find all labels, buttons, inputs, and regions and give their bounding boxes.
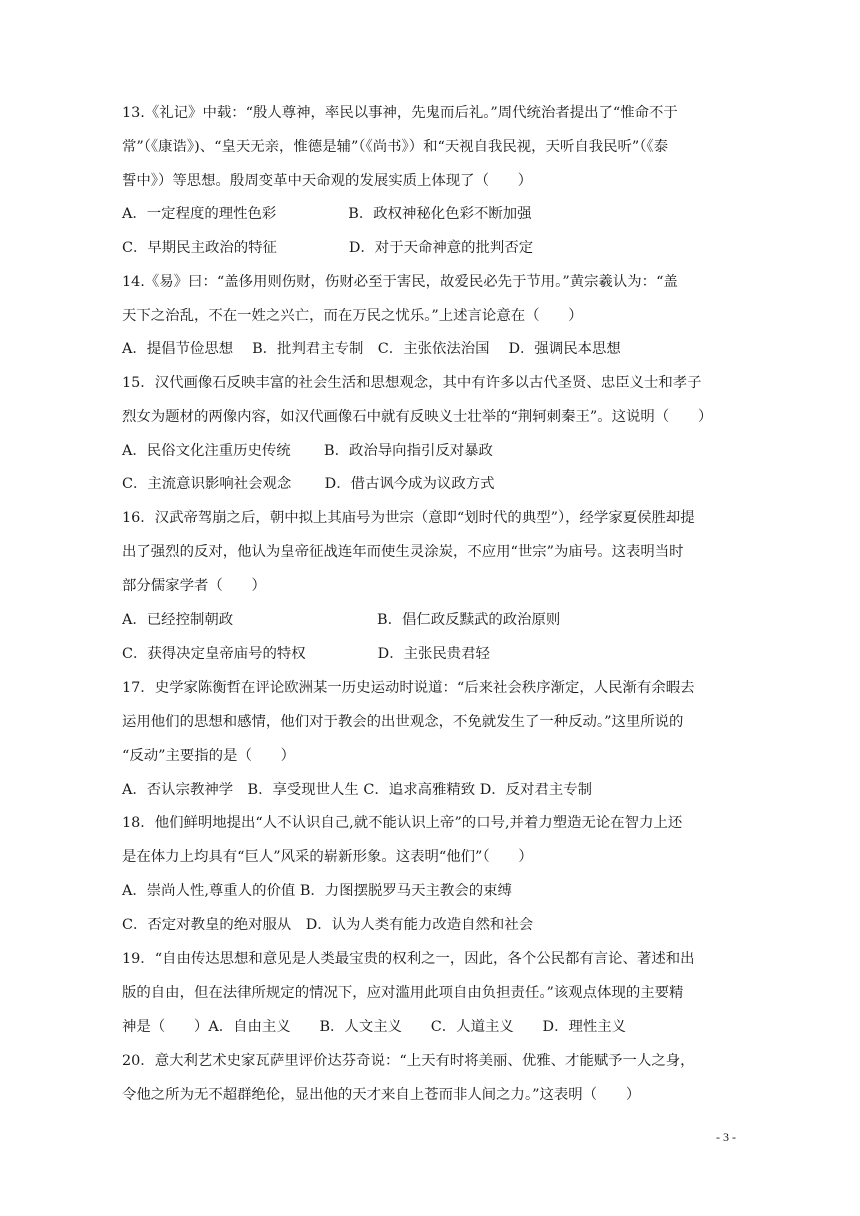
- question-19-text-line: 神是（ ）A．自由主义 B．人文主义 C．人道主义 D．理性主义: [122, 1019, 627, 1035]
- question-13-options-line: A．一定程度的理性色彩 B．政权神秘化色彩不断加强: [122, 206, 532, 222]
- question-13-text-line: 常”（《康诰》)、“皇天无亲，惟德是辅”（《尚书》）和“天视自我民视，天听自我民听”（《泰: [122, 139, 669, 155]
- question-16-text-line: 出了强烈的反对，他认为皇帝征战连年而使生灵涂炭，不应用“世宗”为庙号。这表明当时: [122, 544, 684, 560]
- question-13-options-line: C．早期民主政治的特征 D．对于天命神意的批判否定: [122, 240, 534, 256]
- question-18-options-line: A．崇尚人性,尊重人的价值 B．力图摆脱罗马天主教会的束缚: [122, 883, 512, 899]
- question-19-text-line: 19．“自由传达思想和意见是人类最宝贵的权利之一，因此，各个公民都有言论、著述和出: [122, 951, 695, 967]
- page-number: - 3 -: [716, 1130, 736, 1144]
- question-16-options-line: A．已经控制朝政 B．倡仁政反黩武的政治原则: [122, 612, 561, 628]
- question-17-text-line: “反动”主要指的是（ ）: [122, 748, 296, 764]
- question-15-options-line: C．主流意识影响社会观念 D．借古讽今成为议政方式: [122, 476, 495, 492]
- question-15-options-line: A．民俗文化注重历史传统 B．政治导向指引反对暴政: [122, 443, 493, 459]
- question-13-text-line: 13.《礼记》中载：“殷人尊神，率民以事神，先鬼而后礼。”周代统治者提出了“惟命不于: [122, 105, 678, 121]
- question-14-text-line: 天下之治乱，不在一姓之兴亡，而在万民之忧乐。”上述言论意在（ ）: [122, 308, 583, 324]
- question-18-text-line: 是在体力上均具有“巨人”风采的崭新形象。这表明“他们”（ ）: [122, 849, 533, 865]
- question-20-text-line: 20．意大利艺术史家瓦萨里评价达芬奇说：“上天有时将美丽、优雅、才能赋予一人之身，: [122, 1053, 695, 1069]
- question-16-text-line: 16．汉武帝驾崩之后，朝中拟上其庙号为世宗（意即“划时代的典型”），经学家夏侯胜却提: [122, 510, 695, 526]
- question-15-text-line: 15．汉代画像石反映丰富的社会生活和思想观念，其中有许多以古代圣贤、忠臣义士和孝子: [122, 375, 702, 391]
- question-18-options-line: C．否定对教皇的绝对服从 D．认为人类有能力改造自然和社会: [122, 917, 534, 933]
- question-16-options-line: C．获得决定皇帝庙号的特权 D．主张民贵君轻: [122, 646, 490, 662]
- question-13-text-line: 誓中》）等思想。殷周变革中天命观的发展实质上体现了（ ）: [122, 173, 533, 189]
- question-17-text-line: 运用他们的思想和感情，他们对于教会的出世观念，不免就发生了一种反动。”这里所说的: [122, 714, 684, 730]
- question-17-text-line: 17．史学家陈衡哲在评论欧洲某一历史运动时说道：“后来社会秩序渐定，人民渐有余暇去: [122, 680, 695, 696]
- question-16-text-line: 部分儒家学者（ ）: [122, 578, 266, 594]
- question-20-text-line: 令他之所为无不超群绝伦，显出他的天才来自上苍而非人间之力。”这表明（ ）: [122, 1087, 641, 1103]
- question-17-options-line: A．否认宗教神学 B．享受现世人生 C．追求高雅精致 D．反对君主专制: [122, 782, 592, 798]
- question-19-text-line: 版的自由，但在法律所规定的情况下，应对滥用此项自由负担责任。”该观点体现的主要精: [122, 985, 684, 1001]
- question-15-text-line: 烈女为题材的两像内容，如汉代画像石中就有反映义士壮举的“荆轲刺秦王”。这说明（ ）: [122, 409, 713, 425]
- question-14-options-line: A．提倡节俭思想 B．批判君主专制 C．主张依法治国 D．强调民本思想: [122, 341, 621, 357]
- question-18-text-line: 18．他们鲜明地提出“人不认识自己,就不能认识上帝”的口号,并着力塑造无论在智力上还: [122, 815, 683, 831]
- question-14-text-line: 14.《易》曰：“盖侈用则伤财，伤财必至于害民，故爱民必先于节用。”黄宗羲认为：“盖: [122, 274, 678, 290]
